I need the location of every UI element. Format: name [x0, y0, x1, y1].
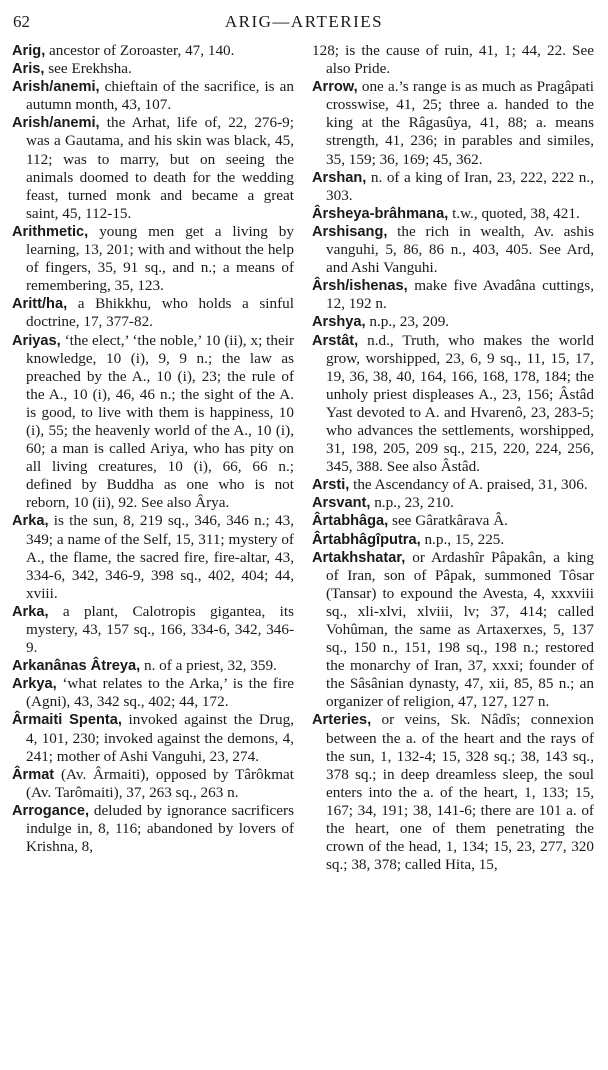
- index-entry: [12, 802, 294, 856]
- left-column: [12, 42, 294, 856]
- entry-headword: Arshisang,: [312, 223, 388, 240]
- entry-text: n.p., 23, 209.: [365, 313, 450, 331]
- index-entry: [12, 711, 294, 765]
- index-entry: [312, 494, 594, 512]
- entry-headword: Arrogance,: [12, 802, 90, 819]
- entry-text: see Gâratkârava Â.: [388, 512, 508, 530]
- entry-text: n. of a priest, 32, 359.: [140, 657, 277, 675]
- entry-text: t.w., quoted, 38, 421.: [448, 204, 580, 222]
- entry-headword: Ârmaiti Spenta,: [12, 712, 122, 729]
- index-entry: [312, 169, 594, 205]
- entry-headword: Arsvant,: [312, 495, 371, 512]
- index-entry: [12, 675, 294, 711]
- right-column: [312, 42, 594, 874]
- entry-headword: Aritt/ha,: [12, 296, 68, 313]
- entry-headword: Arish/anemi,: [12, 115, 100, 132]
- entry-headword: Arka,: [12, 603, 49, 620]
- entry-headword: Arrow,: [312, 79, 358, 96]
- page-header: [0, 8, 608, 36]
- index-entry: [312, 42, 594, 78]
- entry-headword: Ârsheya-brâhmana,: [312, 205, 449, 222]
- index-entry: [312, 277, 594, 313]
- entry-text: or veins, Sk. Nâdîs; connexion between the a. of the heart and the rays of the sun, 1, 132-4; 15, 328 sq.; 38, 143 sq., 378 sq.; in deep dreamless sleep, the soul enters into the a. of the heart, 1, 133; 15, 167; 34, 191; 38, 141-6; there are 101 a. of the heart, one of them penetrating the crown of the head, 1, 134; 15, 23, 277, 320 sq.; 38, 378; called Hita, 15,: [326, 711, 594, 874]
- index-entry: [312, 332, 594, 477]
- entry-headword: Ârmat: [12, 766, 55, 783]
- entry-text: make five Avadâna cuttings, 12, 192 n.: [326, 277, 594, 313]
- index-entry: [12, 60, 294, 78]
- index-entry: [12, 114, 294, 223]
- entry-text: chieftain of the sacrifice, is an autumn month, 43, 107.: [26, 78, 294, 114]
- entry-text: n. of a king of Iran, 23, 222, 222 n., 303.: [326, 168, 594, 204]
- entry-headword: Arkya,: [12, 676, 57, 693]
- index-entry: [312, 223, 594, 277]
- entry-headword: Ariyas,: [12, 332, 61, 349]
- index-entry: [12, 42, 294, 60]
- index-entry: [12, 512, 294, 602]
- entry-text: n.p., 23, 210.: [370, 494, 454, 512]
- entry-headword: Arish/anemi,: [12, 79, 100, 96]
- entry-headword: Arstât,: [312, 332, 359, 349]
- index-entry: [12, 78, 294, 114]
- entry-headword: Ârtabhâga,: [312, 513, 389, 530]
- index-entry: [312, 476, 594, 494]
- index-entry: [12, 332, 294, 513]
- entry-text: ancestor of Zoroaster, 47, 140.: [45, 42, 235, 59]
- entry-headword: Arig,: [12, 43, 46, 59]
- entry-headword: Arshya,: [312, 314, 366, 331]
- index-entry: [12, 295, 294, 331]
- entry-text: the rich in wealth, Av. ashis vanguhi, 5, 86, 86 n., 403, 405. See Ard, and Ashi Vanguhi.: [326, 222, 594, 277]
- entry-text: ‘what relates to the Arka,’ is the fire (Agni), 43, 342 sq., 402; 44, 172.: [26, 675, 294, 711]
- index-entry: [312, 711, 594, 874]
- index-entry: [12, 603, 294, 657]
- index-entry: [312, 531, 594, 549]
- index-entry: [312, 549, 594, 712]
- index-entry: [312, 205, 594, 223]
- entry-text: invoked against the Drug, 4, 101, 230; invoked against the demons, 4, 241; mother of Ashi Vanguhi, 23, 274.: [26, 711, 295, 765]
- index-entry: [312, 512, 594, 530]
- entry-headword: Arithmetic,: [12, 223, 89, 240]
- entry-text: a plant, Calotropis gigantea, its mystery, 43, 157 sq., 166, 334-6, 342, 346-9.: [26, 602, 294, 657]
- entry-text: is the sun, 8, 219 sq., 346, 346 n.; 43, 349; a name of the Self, 15, 311; mystery of A., the flame, the sacred fire, fire-altar, 43, 334-6, 342, 346-9, 398 sq., 402, 404; 44, xviii.: [26, 512, 294, 602]
- entry-text: young men get a living by learning, 13, 201; with and without the help of fingers, 35, 91 sq., and n.; a means of remembering, 35, 123.: [26, 222, 294, 295]
- index-entry: [312, 313, 594, 331]
- entry-headword: Arsti,: [312, 477, 350, 494]
- entry-text: deluded by ignorance sacrificers indulge in, 8, 116; abandoned by lovers of Krishna, 8,: [26, 801, 294, 856]
- entry-headword: Arkanânas Âtreya,: [12, 658, 141, 675]
- entry-headword: Arka,: [12, 513, 49, 530]
- entry-text: the Ascendancy of A. praised, 31, 306.: [349, 476, 588, 494]
- entry-headword: Ârsh/ishenas,: [312, 278, 408, 295]
- entry-headword: Aris,: [12, 61, 45, 78]
- index-entry: [12, 657, 294, 675]
- entry-headword: Ârtabhâgîputra,: [312, 531, 421, 548]
- entry-text: or Ardashîr Pâpakân, a king of Iran, son of Pâpak, summoned Tôsar (Tansar) to expound the Avesta, 4, xxxviii sq., xli-xlvi, xlviii, lv; 37, 414; called Vohûman, the same as Artaxerxes, 5, 137 sq., 150 n., 151, 198 sq., 198 n.; restored the monarchy of Iran, 37, xxxi; founder of the Sâsânian dynasty, 47, xii, 85, 85 n.; an organizer of religion, 47, 127, 127 n.: [326, 548, 594, 711]
- entry-headword: Arshan,: [312, 169, 367, 186]
- index-entry: [312, 78, 594, 168]
- entry-text: the Arhat, life of, 22, 276-9; was a Gautama, and his skin was black, 45, 112; was to marry, but on seeing the animals doomed to death for the wedding feast, turned monk and became a great saint, 45, 112-15.: [26, 114, 294, 222]
- page-number: 62: [13, 12, 30, 31]
- entry-headword: Arteries,: [312, 712, 372, 729]
- running-title: ARIG—ARTERIES: [224, 12, 384, 31]
- index-entry: [12, 223, 294, 295]
- entry-text: n.p., 15, 225.: [420, 530, 505, 548]
- entry-text: one a.’s range is as much as Pragâpati crosswise, 41, 25; three a. handed to the king at the Râgasûya, 41, 88; a. means strength, 41, 236; in parables and similes, 35, 159; 36, 169; 45, 362.: [326, 78, 594, 168]
- entry-text: see Erekhsha.: [44, 60, 132, 78]
- entry-text: a Bhikkhu, who holds a sinful doctrine, 17, 377-82.: [26, 295, 294, 331]
- entry-headword: Artakhshatar,: [312, 549, 406, 566]
- entry-text: (Av. Ârmaiti), opposed by Târôkmat (Av. Tarômaiti), 37, 263 sq., 263 n.: [26, 765, 294, 801]
- entry-text: ‘the elect,’ ‘the noble,’ 10 (ii), x; their knowledge, 10 (i), 9, 9 n.; the law as preached by the A., 10 (i), 23; the rule of the A., 10 (i), 46, 46 n.; the sight of the A. is good, to live with them is happiness, 10 (i), 55; the heavenly world of the A., 10 (i), 60; a man is called Ariya, who has pity on all living creatures, 10 (i), 66, 66 n.; defined by Buddha as one who is not reborn, 10 (ii), 92. See also Ârya.: [26, 331, 294, 512]
- index-entry: [12, 766, 294, 802]
- entry-text: n.d., Truth, who makes the world grow, worshipped, 23, 6, 9 sq., 11, 15, 17, 19, 36, 38, 40, 164, 166, 168, 178, 184; the unholy priest displeases A., 23, 156; Âstâd Yast devoted to A. and Hvarenô, 23, 283-5; who advances the settlements, worshipped, 31, 198, 205, 209 sq., 215, 220, 224, 256, 345, 388. See also Âstâd.: [326, 331, 594, 476]
- entry-text: 128; is the cause of ruin, 41, 1; 44, 22. See also Pride.: [312, 42, 594, 78]
